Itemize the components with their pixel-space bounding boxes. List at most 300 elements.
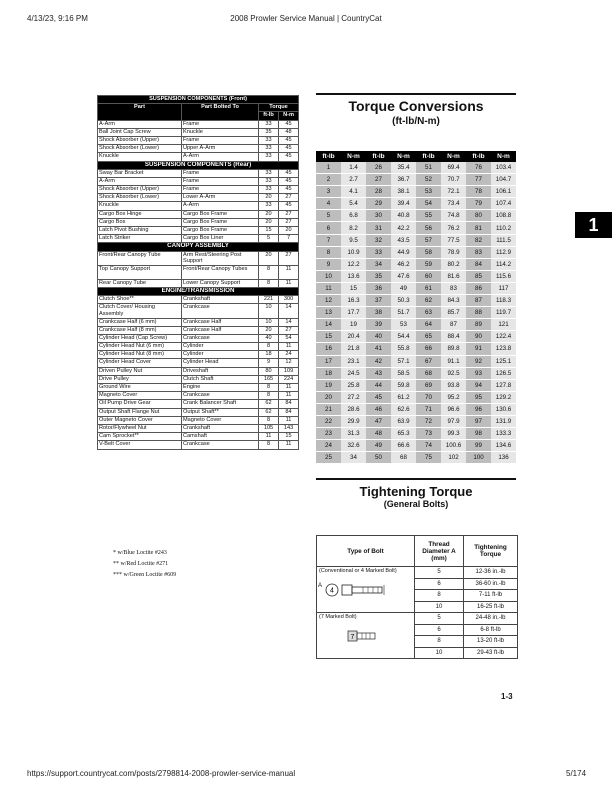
table-row (98, 343, 299, 351)
bolted-to-cell: Knuckle (182, 128, 259, 136)
bolted-to-cell: Frame (182, 136, 259, 144)
ftlb-cell: 9 (316, 258, 341, 270)
bolted-to-cell: Frame (182, 169, 259, 177)
nm-cell: 45 (279, 186, 299, 194)
conversions-body (316, 162, 516, 464)
section-header-row (98, 287, 299, 295)
part-cell: Ball Joint Cap Screw (98, 128, 182, 136)
bolted-to-cell: Crank Balancer Shaft (182, 400, 259, 408)
nm-cell: 45 (279, 169, 299, 177)
nm-cell: 114.2 (491, 258, 516, 270)
ftlb-cell: 18 (316, 367, 341, 379)
tightening-subtitle: (General Bolts) (383, 499, 449, 509)
nm-cell: 73.4 (441, 198, 466, 210)
ftlb-cell: 22 (316, 415, 341, 427)
ftlb-cell: 59 (416, 258, 441, 270)
bolt-group-conventional (317, 567, 415, 613)
table-row (98, 227, 299, 235)
ftlb-cell: 10 (316, 270, 341, 282)
ftlb-cell: 72 (416, 415, 441, 427)
bolted-to-cell: Lower Canopy Support (182, 279, 259, 287)
ftlb-cell: 71 (416, 403, 441, 415)
bolt-group-conventional-label: (Conventional or 4 Marked Bolt) (319, 568, 397, 574)
bolted-to-cell: Crankcase Half (182, 318, 259, 326)
nm-cell: 110.2 (491, 222, 516, 234)
ftlb-cell: 34 (366, 258, 391, 270)
ftlb-cell: 27 (366, 174, 391, 186)
ftlb-cell: 11 (316, 282, 341, 294)
nm-cell: 117 (491, 282, 516, 294)
table-row (98, 351, 299, 359)
conversions-subtitle: (ft-lb/N-m) (392, 116, 440, 127)
nm-cell: 49 (391, 282, 416, 294)
ftlb-cell: 99 (466, 440, 491, 452)
nm-cell: 81.6 (441, 270, 466, 282)
ftlb-cell: 8 (259, 416, 279, 424)
ftlb-cell: 26 (366, 162, 391, 174)
part-cell: V-Belt Cover (98, 441, 182, 449)
ftlb-cell: 8 (316, 246, 341, 258)
table-row (98, 279, 299, 287)
table-row (98, 235, 299, 243)
part-cell: Cylinder Head Nut (6 mm) (98, 343, 182, 351)
conventional-bolt-icon (323, 582, 387, 598)
nm-cell: 115.6 (491, 270, 516, 282)
nm-cell: 46.2 (391, 258, 416, 270)
ftlb-cell: 92 (466, 355, 491, 367)
nm-cell: 99.3 (441, 428, 466, 440)
nm-cell: 78.9 (441, 246, 466, 258)
part-cell: Rear Canopy Tube (98, 279, 182, 287)
ftlb-cell: 20 (259, 194, 279, 202)
bolted-to-cell: Lower A-Arm (182, 194, 259, 202)
bolted-to-cell: Frame (182, 186, 259, 194)
table-row (98, 318, 299, 326)
ftlb-cell: 62 (259, 408, 279, 416)
nm-cell: 108.8 (491, 210, 516, 222)
ftlb-cell: 40 (259, 334, 279, 342)
nm-cell: 224 (279, 375, 299, 383)
table-row (98, 326, 299, 334)
torque-cell: 16-25 ft-lb (464, 601, 518, 613)
nm-cell: 19 (341, 319, 366, 331)
nm-cell: 83 (441, 282, 466, 294)
nm-cell: 119.7 (491, 307, 516, 319)
ftlb-cell: 94 (466, 379, 491, 391)
torque-cell: 13-20 ft-lb (464, 636, 518, 648)
part-cell: Shock Absorber (Upper) (98, 136, 182, 144)
table-row (316, 295, 516, 307)
nm-cell: 121 (491, 319, 516, 331)
ftlb-cell: 100 (466, 452, 491, 464)
ftlb-cell: 61 (416, 282, 441, 294)
table-row (316, 343, 516, 355)
table-row (316, 379, 516, 391)
part-cell: Ground Wire (98, 384, 182, 392)
section-header: CANOPY ASSEMBLY (98, 243, 299, 251)
part-cell: Drive Pulley (98, 375, 182, 383)
nm-cell: 11 (279, 279, 299, 287)
nm-cell: 104.7 (491, 174, 516, 186)
ftlb-cell: 12 (316, 295, 341, 307)
nm-cell: 130.6 (491, 403, 516, 415)
ftlb-cell: 80 (466, 210, 491, 222)
col-bolted-to-header: Part Bolted To (182, 104, 259, 120)
col-thread-diameter-header: Thread Diameter A (mm) (415, 536, 464, 567)
ftlb-cell: 28 (366, 186, 391, 198)
nm-cell: 134.6 (491, 440, 516, 452)
part-cell: Clutch Cover/ Housing Assembly (98, 304, 182, 318)
part-cell: Cam Sprocket** (98, 433, 182, 441)
nm-cell: 27 (279, 210, 299, 218)
torque-cell: 36-60 in.-lb (464, 578, 518, 590)
ftlb-cell: 39 (366, 319, 391, 331)
nm-cell: 93.8 (441, 379, 466, 391)
nm-cell: 97.9 (441, 415, 466, 427)
nm-cell: 27.2 (341, 391, 366, 403)
section-tab: 1 (575, 212, 612, 238)
ftlb-cell: 69 (416, 379, 441, 391)
seven-marked-bolt-icon (347, 629, 377, 643)
nm-cell: 106.1 (491, 186, 516, 198)
nm-cell: 27 (279, 194, 299, 202)
nm-cell: 6.8 (341, 210, 366, 222)
nm-cell: 84 (279, 400, 299, 408)
table-row (98, 424, 299, 432)
nm-cell: 25.8 (341, 379, 366, 391)
table-row (98, 251, 299, 265)
diameter-cell: 5 (415, 613, 464, 625)
col-bolt-type-header: Type of Bolt (317, 536, 415, 567)
ftlb-cell: 19 (316, 379, 341, 391)
ftlb-cell: 6 (316, 222, 341, 234)
nm-cell: 14 (279, 318, 299, 326)
ftlb-cell: 55 (416, 210, 441, 222)
table-row (316, 428, 516, 440)
nm-cell: 118.3 (491, 295, 516, 307)
part-cell: Cargo Box (98, 218, 182, 226)
nm-cell: 35.4 (391, 162, 416, 174)
nm-cell: 5.4 (341, 198, 366, 210)
bolted-to-cell: Crankshaft (182, 424, 259, 432)
nm-cell: 8.2 (341, 222, 366, 234)
table-row (98, 218, 299, 226)
nm-cell: 89.8 (441, 343, 466, 355)
table-row (316, 234, 516, 246)
spec-table-title: SUSPENSION COMPONENTS (Front) (98, 96, 299, 104)
nm-cell: 103.4 (491, 162, 516, 174)
ftlb-cell: 33 (259, 153, 279, 161)
ftlb-cell: 29 (366, 198, 391, 210)
diameter-cell: 5 (415, 567, 464, 579)
nm-cell: 2.7 (341, 174, 366, 186)
nm-cell: 12 (279, 359, 299, 367)
nm-cell: 43.5 (391, 234, 416, 246)
table-row (98, 367, 299, 375)
bolted-to-cell: Crankcase (182, 441, 259, 449)
nm-cell: 11 (279, 343, 299, 351)
torque-cell: 29-43 ft-lb (464, 647, 518, 659)
ftlb-cell: 51 (416, 162, 441, 174)
ftlb-cell: 18 (259, 351, 279, 359)
ftlb-cell: 5 (259, 235, 279, 243)
part-cell: Cylinder Head Nut (8 mm) (98, 351, 182, 359)
ftlb-cell: 96 (466, 403, 491, 415)
table-row (316, 452, 516, 464)
table-row (98, 384, 299, 392)
ftlb-cell: 64 (416, 319, 441, 331)
part-cell: Crankcase Half (8 mm) (98, 326, 182, 334)
torque-conversions-table (316, 151, 516, 464)
col-ftlb-header: ft-lb (366, 151, 391, 162)
part-cell: Clutch Shoe** (98, 296, 182, 304)
col-tightening-torque-header: Tightening Torque (464, 536, 518, 567)
bolted-to-cell: Cargo Box Liner (182, 235, 259, 243)
nm-cell: 27 (279, 218, 299, 226)
part-cell: Latch Striker (98, 235, 182, 243)
ftlb-cell: 76 (466, 162, 491, 174)
nm-cell: 16.3 (341, 295, 366, 307)
conversions-title: Torque Conversions (348, 98, 484, 114)
ftlb-cell: 8 (259, 384, 279, 392)
nm-cell: 10.9 (341, 246, 366, 258)
ftlb-cell: 20 (259, 218, 279, 226)
ftlb-cell: 46 (366, 403, 391, 415)
col-ftlb-header: ft-lb (316, 151, 341, 162)
conversions-header-row (316, 151, 516, 162)
bolted-to-cell: Arm Rest/Steering Post Support (182, 251, 259, 265)
nm-cell: 29.9 (341, 415, 366, 427)
table-row (98, 375, 299, 383)
ftlb-cell: 80 (259, 367, 279, 375)
nm-cell: 23.1 (341, 355, 366, 367)
browser-url[interactable]: https://support.countrycat.com/posts/2798814-2008-prowler-service-manual (27, 769, 296, 778)
table-row (316, 210, 516, 222)
nm-cell: 122.4 (491, 331, 516, 343)
nm-cell: 42.2 (391, 222, 416, 234)
part-cell: Knuckle (98, 153, 182, 161)
table-row (316, 222, 516, 234)
table-row (316, 246, 516, 258)
ftlb-cell: 43 (366, 367, 391, 379)
nm-cell: 20 (279, 227, 299, 235)
nm-cell: 11 (279, 441, 299, 449)
nm-cell: 84 (279, 408, 299, 416)
ftlb-cell: 36 (366, 282, 391, 294)
bolted-to-cell: Crankshaft (182, 296, 259, 304)
bolted-to-cell: Cargo Box Frame (182, 218, 259, 226)
ftlb-cell: 25 (316, 452, 341, 464)
ftlb-cell: 14 (316, 319, 341, 331)
ftlb-cell: 53 (416, 186, 441, 198)
ftlb-cell: 8 (259, 279, 279, 287)
nm-cell: 107.4 (491, 198, 516, 210)
nm-cell: 20.4 (341, 331, 366, 343)
nm-cell: 53 (391, 319, 416, 331)
ftlb-cell: 54 (416, 198, 441, 210)
table-row (98, 186, 299, 194)
ftlb-cell: 33 (366, 246, 391, 258)
bolted-to-cell: Driveshaft (182, 367, 259, 375)
bolted-to-cell: Crankcase Half (182, 326, 259, 334)
nm-cell: 109 (279, 367, 299, 375)
ftlb-cell: 66 (416, 343, 441, 355)
table-row (316, 162, 516, 174)
diameter-cell: 8 (415, 590, 464, 602)
nm-cell: 88.4 (441, 331, 466, 343)
nm-cell: 28.6 (341, 403, 366, 415)
nm-cell: 36.7 (391, 174, 416, 186)
nm-cell: 45 (279, 145, 299, 153)
ftlb-cell: 13 (316, 307, 341, 319)
nm-cell: 38.1 (391, 186, 416, 198)
table-row (98, 408, 299, 416)
loctite-notes (113, 548, 176, 581)
ftlb-cell: 3 (316, 186, 341, 198)
ftlb-cell: 98 (466, 428, 491, 440)
tightening-top-rule (316, 478, 516, 480)
bolt-group-7-marked (317, 613, 415, 659)
ftlb-cell: 68 (416, 367, 441, 379)
ftlb-cell: 86 (466, 282, 491, 294)
ftlb-cell: 52 (416, 174, 441, 186)
part-cell: Shock Absorber (Upper) (98, 186, 182, 194)
part-cell: Sway Bar Bracket (98, 169, 182, 177)
ftlb-cell: 221 (259, 296, 279, 304)
ftlb-cell: 84 (466, 258, 491, 270)
ftlb-cell: 97 (466, 415, 491, 427)
col-nm-header: N-m (441, 151, 466, 162)
ftlb-cell: 33 (259, 145, 279, 153)
nm-cell: 85.7 (441, 307, 466, 319)
part-cell: Cylinder Head Cover (98, 359, 182, 367)
table-row (316, 319, 516, 331)
nm-cell: 87 (441, 319, 466, 331)
col-ftlb-header: ft-lb (466, 151, 491, 162)
nm-cell: 51.7 (391, 307, 416, 319)
ftlb-cell: 21 (316, 403, 341, 415)
table-row (316, 391, 516, 403)
nm-cell: 24.5 (341, 367, 366, 379)
ftlb-cell: 20 (316, 391, 341, 403)
ftlb-cell: 74 (416, 440, 441, 452)
ftlb-cell: 2 (316, 174, 341, 186)
nm-cell: 57.1 (391, 355, 416, 367)
ftlb-cell: 48 (366, 428, 391, 440)
part-cell: A-Arm (98, 120, 182, 128)
nm-cell: 32.6 (341, 440, 366, 452)
bolt-mark-7: 7 (350, 634, 355, 641)
table-row (98, 177, 299, 185)
ftlb-cell: 88 (466, 307, 491, 319)
nm-cell: 72.1 (441, 186, 466, 198)
part-cell: Cargo Box Hinge (98, 210, 182, 218)
ftlb-cell: 73 (416, 428, 441, 440)
bolted-to-cell: Cylinder Head (182, 359, 259, 367)
bolted-to-cell: Output Shaft** (182, 408, 259, 416)
bolted-to-cell: Front/Rear Canopy Tubes (182, 265, 259, 279)
browser-timestamp: 4/13/23, 9:16 PM (27, 14, 88, 23)
ftlb-cell: 105 (259, 424, 279, 432)
table-row (98, 392, 299, 400)
diameter-cell: 6 (415, 624, 464, 636)
ftlb-cell: 32 (366, 234, 391, 246)
col-part-header: Part (98, 104, 182, 120)
bolted-to-cell: Frame (182, 120, 259, 128)
ftlb-cell: 56 (416, 222, 441, 234)
col-ftlb-header: ft-lb (259, 112, 279, 120)
section-header-row (98, 161, 299, 169)
table-row (98, 304, 299, 318)
ftlb-cell: 58 (416, 246, 441, 258)
bolted-to-cell: A-Arm (182, 153, 259, 161)
nm-cell: 111.5 (491, 234, 516, 246)
table-row (316, 355, 516, 367)
nm-cell: 31.3 (341, 428, 366, 440)
nm-cell: 45 (279, 202, 299, 210)
nm-cell: 63.9 (391, 415, 416, 427)
bolted-to-cell: Camshaft (182, 433, 259, 441)
nm-cell: 136 (491, 452, 516, 464)
ftlb-cell: 33 (259, 136, 279, 144)
part-cell: Output Shaft Flange Nut (98, 408, 182, 416)
nm-cell: 11 (279, 392, 299, 400)
ftlb-cell: 62 (416, 295, 441, 307)
nm-cell: 11 (279, 416, 299, 424)
table-row (98, 359, 299, 367)
ftlb-cell: 30 (366, 210, 391, 222)
table-row (316, 174, 516, 186)
table-row (98, 153, 299, 161)
ftlb-cell: 83 (466, 246, 491, 258)
ftlb-cell: 90 (466, 331, 491, 343)
ftlb-cell: 33 (259, 177, 279, 185)
table-row (98, 145, 299, 153)
nm-cell: 61.2 (391, 391, 416, 403)
nm-cell: 100.6 (441, 440, 466, 452)
nm-cell: 68 (391, 452, 416, 464)
browser-page-title: 2008 Prowler Service Manual | CountryCat (230, 14, 382, 23)
ftlb-cell: 60 (416, 270, 441, 282)
ftlb-cell: 63 (416, 307, 441, 319)
torque-cell: 6-8 ft-lb (464, 624, 518, 636)
nm-cell: 58.5 (391, 367, 416, 379)
nm-cell: 96.6 (441, 403, 466, 415)
nm-cell: 27 (279, 251, 299, 265)
nm-cell: 74.8 (441, 210, 466, 222)
nm-cell: 9.5 (341, 234, 366, 246)
ftlb-cell: 44 (366, 379, 391, 391)
nm-cell: 131.9 (491, 415, 516, 427)
nm-cell: 126.5 (491, 367, 516, 379)
torque-cell: 7-11 ft-lb (464, 590, 518, 602)
nm-cell: 39.4 (391, 198, 416, 210)
ftlb-cell: 65 (416, 331, 441, 343)
ftlb-cell: 67 (416, 355, 441, 367)
ftlb-cell: 9 (259, 359, 279, 367)
ftlb-cell: 85 (466, 270, 491, 282)
table-row (316, 367, 516, 379)
nm-cell: 44.9 (391, 246, 416, 258)
nm-cell: 15 (279, 433, 299, 441)
nm-cell: 54.4 (391, 331, 416, 343)
part-cell: Shock Absorber (Lower) (98, 145, 182, 153)
ftlb-cell: 4 (316, 198, 341, 210)
bolt-dimension-label: A (318, 583, 323, 589)
ftlb-cell: 15 (259, 227, 279, 235)
ftlb-cell: 57 (416, 234, 441, 246)
nm-cell: 17.7 (341, 307, 366, 319)
